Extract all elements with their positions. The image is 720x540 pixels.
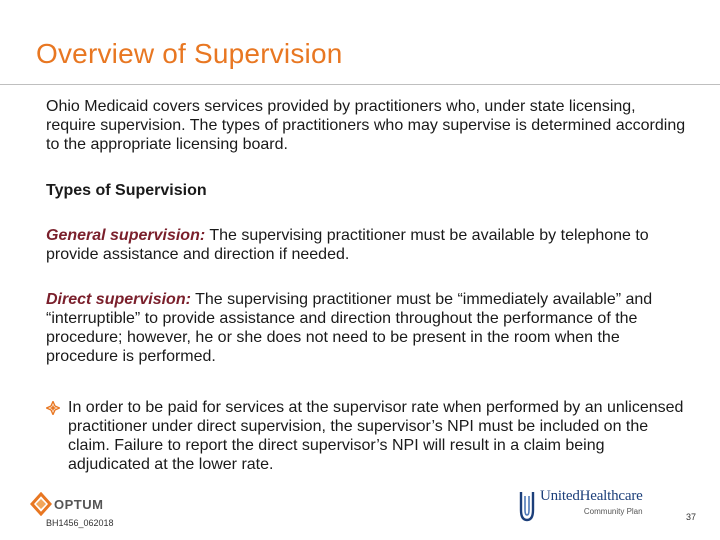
general-supervision-paragraph (46, 226, 686, 264)
direct-supervision-term: Direct supervision: (46, 291, 191, 308)
general-supervision-term: General supervision: (46, 227, 206, 244)
optum-wordmark: OPTUM (54, 496, 104, 512)
uhc-subtitle: Community Plan (583, 507, 643, 516)
general-supervision-text: The supervising practitioner must be available by telephone to provide assistance and direction if needed. (46, 227, 649, 263)
uhc-wordmark: UnitedHealthcare (540, 488, 643, 504)
direct-supervision-paragraph (46, 290, 686, 366)
diamond-bullet-icon (46, 398, 64, 420)
optum-mark-icon (30, 492, 52, 516)
npi-bullet (46, 398, 686, 474)
slide-title: Overview of Supervision (36, 38, 343, 69)
intro-paragraph: Ohio Medicaid covers services provided by practitioners who, under state licensing, require supervision. The types of practitioners who may supervise is determined according to the appropriate licensing board. (46, 98, 686, 153)
document-code: BH1456_062018 (46, 518, 114, 528)
unitedhealthcare-logo (518, 488, 643, 528)
title-divider (0, 84, 720, 85)
direct-supervision-text: The supervising practitioner must be “immediately available” and “interruptible” to provide assistance and direction throughout the performance of the procedure; however, he or she does not need to be present in the room when the procedure is performed. (46, 291, 653, 365)
bullet-text: In order to be paid for services at the supervisor rate when performed by an unlicensed practitioner under direct supervision, the supervisor’s NPI must be included on the claim. Failure to report the direct supervisor’s NPI will result in a claim being adjudicated at the lower rate. (68, 399, 684, 473)
types-heading: Types of Supervision (46, 182, 207, 199)
page-number: 37 (686, 512, 697, 522)
uhc-mark-icon (518, 488, 536, 524)
optum-logo (30, 490, 103, 518)
